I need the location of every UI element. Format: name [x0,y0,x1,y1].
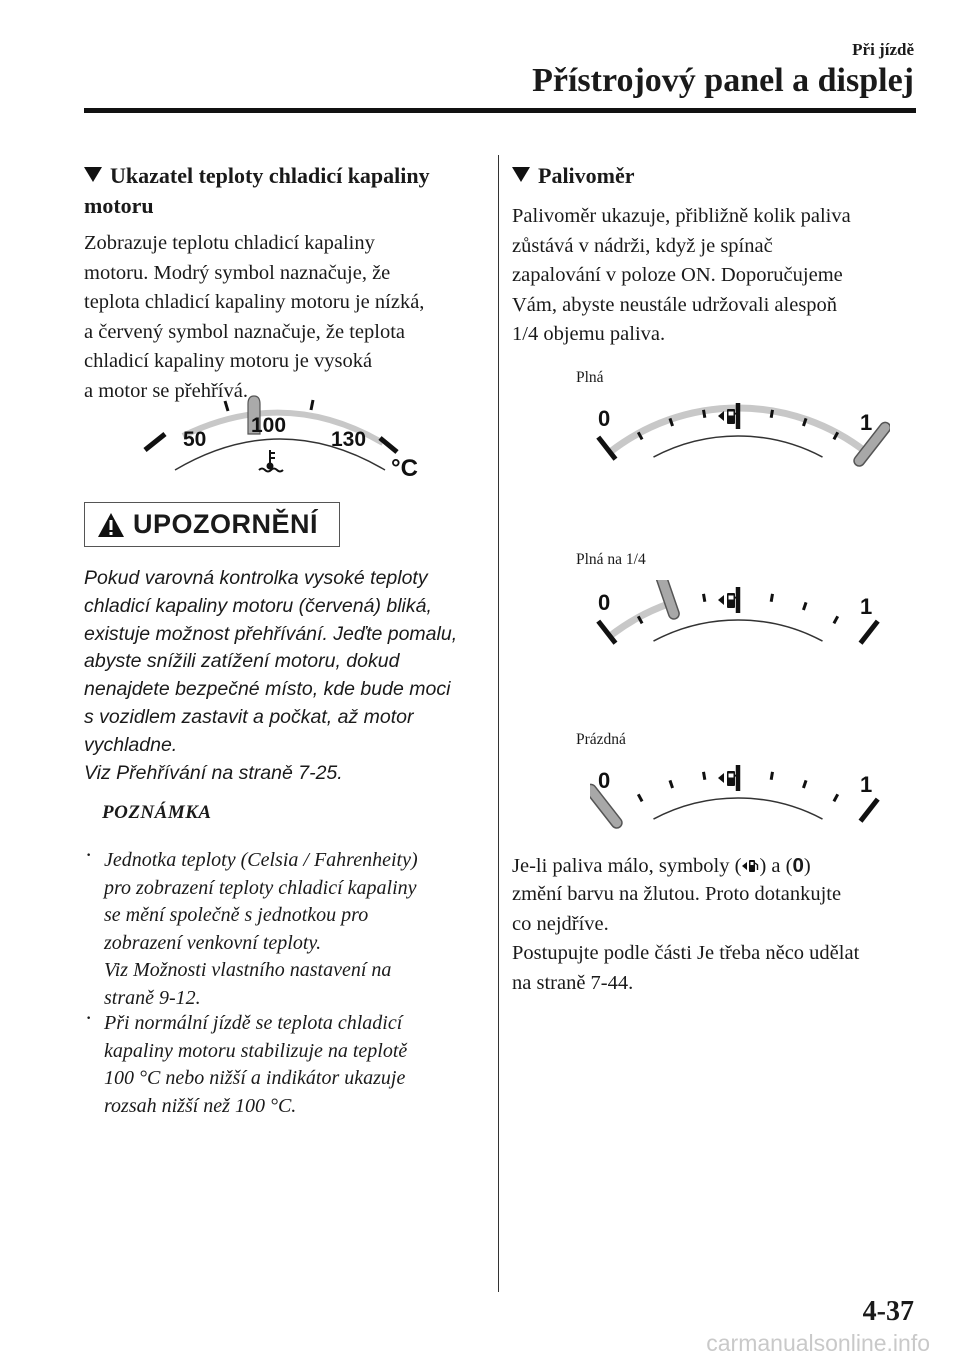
note-item [86,1010,486,1120]
gauge-label-100: 100 [251,414,287,437]
gauge-tick [771,410,772,418]
gauge-tick [225,401,228,411]
fuel-label-empty-mark: 0 [598,406,611,431]
gauge-tick [834,616,838,623]
fuel-gauge-label-quarter: Plná na 1/4 [576,551,646,568]
fuel-pump-body [727,771,735,786]
fuel-description: Palivoměr ukazuje, přibližně kolik paliva zůstává v nádrži, když je spínač zapalování v poloze ON. Doporučujeme Vám, abyste neustále udržovali alespoň 1/4 objemu paliva. [512,205,851,345]
section-marker-icon [84,167,102,182]
fuel-pump-window [729,774,734,778]
gauge-tick-min [145,434,165,450]
warning-triangle-icon [97,512,125,538]
gauge-tick [638,794,642,801]
coolant-heading-text: Ukazatel teploty chladicí kapaliny motoru [84,163,430,218]
gauge-tick [861,799,878,821]
bullet-icon: · [86,847,92,864]
fuel-gauge-label-empty: Prázdná [576,731,626,748]
fuel-label-full-mark: 1 [860,410,873,435]
fuel-low-text-part2: ) a ( [759,855,793,877]
fuel-side-arrow [718,773,724,783]
fuel-gauge-label-full: Plná [576,369,604,386]
note-item-text: Při normální jízdě se teplota chladicí kapaliny motoru stabilizuje na teplotě 100 °C nebo nižší a indikátor ukazuje rozsah nižší než 100 °C. [104,1012,408,1117]
fuel-label-full-mark: 1 [860,594,873,619]
gauge-tick [803,602,806,610]
zero-symbol: 0 [792,854,804,877]
fuel-pump-icon [741,858,759,874]
fuel-pump-icon [718,593,738,608]
gauge-inner-arc [653,798,822,819]
page-number: 4-37 [862,1296,914,1327]
fuel-gauge-full [590,396,890,496]
gauge-inner-arc [653,620,822,641]
gauge-tick [803,780,806,788]
caution-text: Pokud varovná kontrolka vysoké teploty chladicí kapaliny motoru (červená) bliká, existuje možnost přehřívání. Jeďte pomalu, abyste snížili zatížení motoru, dokud nenajdete bezpečné místo, kde bude moci s vozidlem zastavit a počkat, až motor vychladne. Viz Přehřívání na straně 7-25. [84,567,458,784]
fuel-gauge-empty [590,758,890,858]
gauge-tick [834,794,838,801]
fuel-needle [591,790,617,823]
fuel-label-empty-mark: 0 [598,768,611,793]
gauge-tick [311,400,313,410]
header-rule [84,108,916,113]
gauge-tick [704,772,705,780]
fuel-side-arrow [718,595,724,605]
gauge-inner-arc [653,436,822,457]
fuel-low-text-part3: ) [803,855,811,877]
fuel-pump-body [727,593,735,608]
fuel-pump-body [727,409,735,424]
gauge-tick [704,410,705,418]
gauge-tick [861,621,878,643]
gauge-tick-max [380,438,397,452]
gauge-tick [670,780,673,788]
gauge-tick [704,594,705,602]
caution-box [84,502,340,547]
page-title: Přístrojový panel a displej [532,62,914,99]
fuel-pump-window [729,596,734,600]
fuel-low-description: změní barvu na žlutou. Proto dotankujte co nejdříve. Postupujte podle části Je třeba něco udělat na straně 7-44. [512,883,860,994]
note-item-text: Jednotka teploty (Celsia / Fahrenheity) pro zobrazení teploty chladicí kapaliny se mění společně s jednotkou pro zobrazení venkovní teploty. Viz Možnosti vlastního nastavení na straně 9-12. [104,849,418,1009]
note-item [86,847,486,1013]
fuel-gauge-quarter [590,580,890,680]
column-divider [498,155,499,1292]
fuel-section-heading [512,161,912,191]
note-title: POZNÁMKA [102,802,212,823]
fuel-pump-icon [718,771,738,786]
fuel-low-sentence [512,851,922,882]
gauge-tick [771,772,772,780]
bullet-icon: · [86,1010,92,1027]
fuel-label-full-mark: 1 [860,772,873,797]
watermark: carmanualsonline.info [706,1330,930,1356]
gauge-label-130: 130 [331,428,367,451]
gauge-label-50: 50 [183,428,207,451]
gauge-unit-label: °C [391,455,418,482]
gauge-tick [771,594,772,602]
caution-label: UPOZORNĚNÍ [133,509,319,539]
fuel-side-arrow [718,411,724,421]
coolant-temperature-gauge [135,388,425,486]
coolant-temperature-icon [259,450,283,472]
fuel-label-empty-mark: 0 [598,590,611,615]
coolant-description: Zobrazuje teplotu chladicí kapaliny motoru. Modrý symbol naznačuje, že teplota chladicí kapaliny motoru je nízká, a červený symbol naznačuje, že teplota chladicí kapaliny motoru je vysoká a motor se přehřívá. [84,232,425,402]
fuel-heading-text: Palivoměr [538,163,635,188]
fuel-pump-window [729,412,734,416]
fuel-low-text-part1: Je-li paliva málo, symboly ( [512,855,742,877]
running-header-section: Při jízdě [852,40,914,59]
section-marker-icon [512,167,530,182]
coolant-section-heading [84,161,484,221]
